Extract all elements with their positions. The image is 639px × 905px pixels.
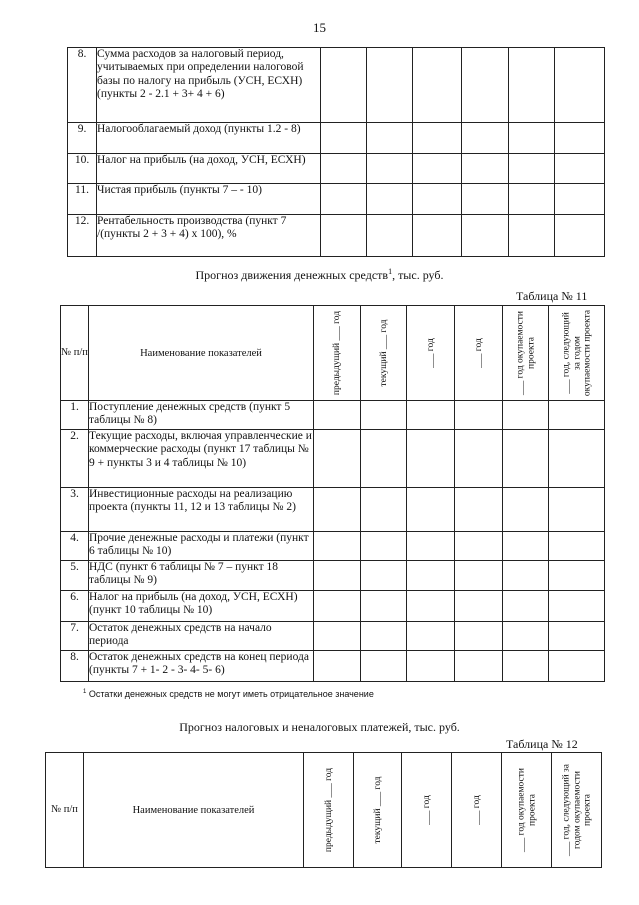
table-row bbox=[61, 532, 605, 561]
table-row bbox=[61, 430, 605, 488]
value-cell[interactable] bbox=[413, 215, 462, 257]
value-cell[interactable] bbox=[455, 651, 503, 682]
value-cell[interactable] bbox=[314, 401, 361, 430]
row-number: 4. bbox=[61, 532, 89, 561]
column-header-name: Наименование показателей bbox=[84, 753, 304, 868]
table-row bbox=[68, 154, 605, 184]
value-cell[interactable] bbox=[549, 430, 605, 488]
value-cell[interactable] bbox=[503, 622, 549, 651]
row-number: 2. bbox=[61, 430, 89, 488]
column-header-year bbox=[314, 306, 361, 401]
row-indicator-name: Налог на прибыль (на доход, УСН, ЕСХН) (пункт 10 таблицы № 10) bbox=[89, 591, 314, 622]
column-header-name: Наименование показателей bbox=[89, 306, 314, 401]
row-indicator-name: Сумма расходов за налоговый период, учитываемых при определении налоговой базы по налогу на прибыль (УСН, ЕСХН) (пункты 2 - 2.1 + 3+ 4 + 6) bbox=[97, 48, 321, 123]
column-header-year bbox=[455, 306, 503, 401]
column-header-year bbox=[552, 753, 602, 868]
column-header-year bbox=[452, 753, 502, 868]
row-number: 7. bbox=[61, 622, 89, 651]
row-number: 9. bbox=[68, 123, 97, 154]
value-cell[interactable] bbox=[462, 154, 509, 184]
value-cell[interactable] bbox=[503, 591, 549, 622]
value-cell[interactable] bbox=[407, 622, 455, 651]
column-header-number: № п/п bbox=[46, 753, 84, 868]
value-cell[interactable] bbox=[413, 123, 462, 154]
value-cell[interactable] bbox=[407, 591, 455, 622]
value-cell[interactable] bbox=[549, 561, 605, 591]
value-cell[interactable] bbox=[413, 154, 462, 184]
value-cell[interactable] bbox=[503, 561, 549, 591]
row-number: 10. bbox=[68, 154, 97, 184]
value-cell[interactable] bbox=[314, 532, 361, 561]
header-row bbox=[61, 306, 605, 401]
value-cell[interactable] bbox=[321, 48, 367, 123]
table-row bbox=[61, 591, 605, 622]
value-cell[interactable] bbox=[455, 622, 503, 651]
row-indicator-name: Поступление денежных средств (пункт 5 таблицы № 8) bbox=[89, 401, 314, 430]
column-header-year bbox=[361, 306, 407, 401]
value-cell[interactable] bbox=[509, 154, 555, 184]
column-header-year-label: предыдущий ___ год bbox=[323, 767, 334, 853]
value-cell[interactable] bbox=[321, 123, 367, 154]
column-header-year-label: ___ год, следующий за годом окупаемости проекта bbox=[560, 309, 592, 397]
column-header-year-label: ___ год bbox=[473, 338, 484, 368]
value-cell[interactable] bbox=[361, 532, 407, 561]
value-cell[interactable] bbox=[503, 488, 549, 532]
row-indicator-name: Налогооблагаемый доход (пункты 1.2 - 8) bbox=[97, 123, 321, 154]
column-header-year-label: предыдущий ___ год bbox=[331, 310, 342, 396]
table-row bbox=[61, 401, 605, 430]
column-header-year-label: ___ год окупаемости проекта bbox=[515, 311, 536, 395]
value-cell[interactable] bbox=[407, 488, 455, 532]
row-number: 8. bbox=[61, 651, 89, 682]
table11-caption: Прогноз движения денежных средств$^1$, тыс. руб. bbox=[195, 267, 444, 282]
row-number: 11. bbox=[68, 184, 97, 215]
value-cell[interactable] bbox=[555, 184, 605, 215]
column-header-year-label: текущий ___ год bbox=[372, 776, 383, 844]
table-row bbox=[68, 123, 605, 154]
value-cell[interactable] bbox=[455, 401, 503, 430]
value-cell[interactable] bbox=[462, 184, 509, 215]
column-header-year-label: ___ год, следующий за годом окупаемости проекта bbox=[560, 764, 592, 856]
footnote: $^1$ Остатки денежных средств не могут иметь отрицательное значение bbox=[83, 689, 374, 699]
value-cell[interactable] bbox=[367, 184, 413, 215]
value-cell[interactable] bbox=[361, 622, 407, 651]
table12-caption: Прогноз налоговых и неналоговых платежей, тыс. руб. bbox=[179, 720, 460, 734]
value-cell[interactable] bbox=[407, 532, 455, 561]
value-cell[interactable] bbox=[367, 123, 413, 154]
row-number: 12. bbox=[68, 215, 97, 257]
value-cell[interactable] bbox=[555, 123, 605, 154]
value-cell[interactable] bbox=[314, 430, 361, 488]
table12-label: Таблица № 12 bbox=[506, 737, 578, 751]
value-cell[interactable] bbox=[361, 430, 407, 488]
value-cell[interactable] bbox=[549, 488, 605, 532]
row-number: 3. bbox=[61, 488, 89, 532]
value-cell[interactable] bbox=[321, 154, 367, 184]
value-cell[interactable] bbox=[503, 651, 549, 682]
row-number: 6. bbox=[61, 591, 89, 622]
value-cell[interactable] bbox=[455, 430, 503, 488]
column-header-year bbox=[407, 306, 455, 401]
column-header-year bbox=[549, 306, 605, 401]
page-number: 15 bbox=[313, 20, 326, 35]
value-cell[interactable] bbox=[361, 488, 407, 532]
value-cell[interactable] bbox=[555, 154, 605, 184]
row-indicator-name: Налог на прибыль (на доход, УСН, ЕСХН) bbox=[97, 154, 321, 184]
value-cell[interactable] bbox=[314, 561, 361, 591]
value-cell[interactable] bbox=[413, 184, 462, 215]
table11-label: Таблица № 11 bbox=[516, 289, 588, 303]
value-cell[interactable] bbox=[503, 401, 549, 430]
value-cell[interactable] bbox=[407, 561, 455, 591]
value-cell[interactable] bbox=[367, 48, 413, 123]
value-cell[interactable] bbox=[549, 622, 605, 651]
value-cell[interactable] bbox=[361, 651, 407, 682]
value-cell[interactable] bbox=[314, 488, 361, 532]
value-cell[interactable] bbox=[503, 532, 549, 561]
column-header-year-label: ___ год bbox=[421, 795, 432, 825]
value-cell[interactable] bbox=[407, 401, 455, 430]
value-cell[interactable] bbox=[455, 591, 503, 622]
value-cell[interactable] bbox=[314, 622, 361, 651]
value-cell[interactable] bbox=[455, 532, 503, 561]
value-cell[interactable] bbox=[549, 591, 605, 622]
value-cell[interactable] bbox=[367, 154, 413, 184]
table-row bbox=[61, 561, 605, 591]
cash-flow-table bbox=[60, 305, 605, 682]
column-header-year bbox=[354, 753, 402, 868]
value-cell[interactable] bbox=[462, 215, 509, 257]
expenses-table bbox=[67, 47, 605, 257]
row-indicator-name: Прочие денежные расходы и платежи (пункт 6 таблицы № 10) bbox=[89, 532, 314, 561]
value-cell[interactable] bbox=[361, 591, 407, 622]
row-indicator-name: Чистая прибыль (пункты 7 – - 10) bbox=[97, 184, 321, 215]
value-cell[interactable] bbox=[549, 532, 605, 561]
table-row bbox=[61, 488, 605, 532]
row-number: 8. bbox=[68, 48, 97, 123]
value-cell[interactable] bbox=[413, 48, 462, 123]
column-header-year bbox=[402, 753, 452, 868]
table-row bbox=[68, 215, 605, 257]
row-number: 1. bbox=[61, 401, 89, 430]
value-cell[interactable] bbox=[407, 651, 455, 682]
row-indicator-name: Остаток денежных средств на конец периода (пункты 7 + 1- 2 - 3- 4- 5- 6) bbox=[89, 651, 314, 682]
value-cell[interactable] bbox=[462, 48, 509, 123]
column-header-number: № п/п bbox=[61, 306, 89, 401]
value-cell[interactable] bbox=[509, 215, 555, 257]
table-row bbox=[61, 651, 605, 682]
row-indicator-name: НДС (пункт 6 таблицы № 7 – пункт 18 таблицы № 9) bbox=[89, 561, 314, 591]
value-cell[interactable] bbox=[555, 215, 605, 257]
value-cell[interactable] bbox=[314, 651, 361, 682]
value-cell[interactable] bbox=[361, 401, 407, 430]
value-cell[interactable] bbox=[555, 48, 605, 123]
value-cell[interactable] bbox=[503, 430, 549, 488]
table-row bbox=[68, 184, 605, 215]
column-header-year bbox=[502, 753, 552, 868]
value-cell[interactable] bbox=[549, 401, 605, 430]
column-header-year bbox=[304, 753, 354, 868]
value-cell[interactable] bbox=[549, 651, 605, 682]
column-header-year-label: текущий ___ год bbox=[378, 319, 389, 387]
row-indicator-name: Инвестиционные расходы на реализацию проекта (пункты 11, 12 и 13 таблицы № 2) bbox=[89, 488, 314, 532]
value-cell[interactable] bbox=[361, 561, 407, 591]
tax-payments-table bbox=[45, 752, 602, 868]
value-cell[interactable] bbox=[407, 430, 455, 488]
row-number: 5. bbox=[61, 561, 89, 591]
value-cell[interactable] bbox=[455, 488, 503, 532]
value-cell[interactable] bbox=[509, 48, 555, 123]
table-row bbox=[68, 48, 605, 123]
header-row bbox=[46, 753, 602, 868]
column-header-year-label: ___ год окупаемости проекта bbox=[516, 768, 537, 852]
row-indicator-name: Рентабельность производства (пункт 7 /(пункты 2 + 3 + 4) х 100), % bbox=[97, 215, 321, 257]
value-cell[interactable] bbox=[462, 123, 509, 154]
column-header-year-label: ___ год bbox=[471, 795, 482, 825]
value-cell[interactable] bbox=[314, 591, 361, 622]
row-indicator-name: Текущие расходы, включая управленческие и коммерческие расходы (пункт 17 таблицы № 9 + пункты 3 и 4 таблицы № 10) bbox=[89, 430, 314, 488]
value-cell[interactable] bbox=[321, 215, 367, 257]
column-header-year bbox=[503, 306, 549, 401]
column-header-year-label: ___ год bbox=[425, 338, 436, 368]
table-row bbox=[61, 622, 605, 651]
row-indicator-name: Остаток денежных средств на начало периода bbox=[89, 622, 314, 651]
value-cell[interactable] bbox=[509, 123, 555, 154]
value-cell[interactable] bbox=[509, 184, 555, 215]
value-cell[interactable] bbox=[367, 215, 413, 257]
value-cell[interactable] bbox=[455, 561, 503, 591]
value-cell[interactable] bbox=[321, 184, 367, 215]
